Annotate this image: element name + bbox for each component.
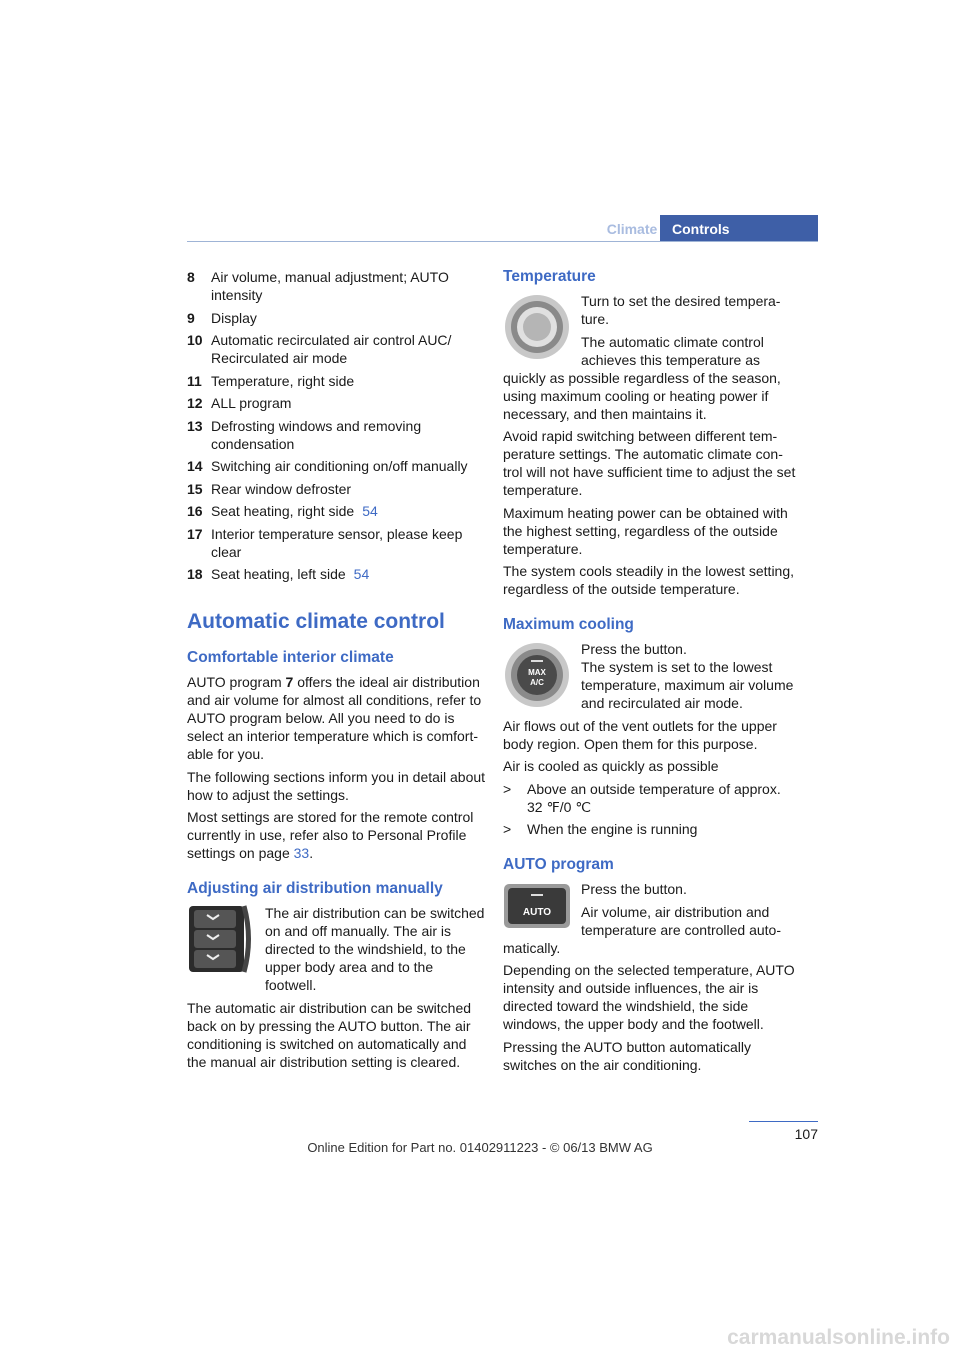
header-divider: [187, 241, 818, 242]
auto-label: AUTO: [522, 907, 552, 918]
paragraph: Maximum heating power can be obtained with the highest setting, regardless of the outside temperature.: [503, 504, 788, 557]
page-header: [187, 215, 818, 242]
paragraph: Avoid rapid switching between different tem-perature settings. The automatic climate con-trol will not have sufficient time to adjust the set temperature.: [503, 428, 796, 498]
tab-controls[interactable]: Controls: [660, 215, 818, 242]
paragraph: Air volume, air distribution and temperature are controlled auto-matically.: [503, 903, 781, 956]
list-item: 17 Interior temperature sensor, please keep clear: [187, 525, 463, 560]
subsection-title: AUTO program: [503, 856, 614, 873]
subsection-title: Maximum cooling: [503, 616, 634, 633]
subsection-title: Comfortable interior climate: [187, 649, 394, 666]
right-column: [503, 268, 798, 1078]
paragraph: Pressing the AUTO button automatically switches on the air conditioning.: [503, 1038, 751, 1073]
paragraph: Depending on the selected temperature, AUTO intensity and outside influences, the air is directed toward the windshield, the side windows, the upper body and the footwell.: [503, 962, 795, 1032]
subsection-title: Temperature: [503, 268, 596, 285]
edition-footer: Online Edition for Part no. 01402911223 - © 06/13 BMW AG: [307, 1140, 653, 1155]
paragraph: Air is cooled as quickly as possible: [503, 758, 719, 774]
max-ac-button-image: [503, 640, 571, 714]
list-item: 13 Defrosting windows and removing condensation: [187, 417, 422, 452]
paragraph: The following sections inform you in detail about how to adjust the settings.: [187, 768, 486, 803]
legend-list: [187, 268, 487, 583]
paragraph: The air distribution can be switched on and off manually. The air is directed to the windshield, to the upper body area and to the footwell.: [265, 905, 485, 993]
list-item: 18 Seat heating, left side 54: [187, 566, 370, 582]
auto-button-image: [503, 880, 571, 934]
paragraph: Air flows out of the vent outlets for the upper body region. Open them for this purpose.: [503, 717, 777, 752]
air-distribution-buttons-image: [187, 904, 255, 978]
list-item: 9 Display: [187, 309, 257, 326]
temperature-knob-image: [503, 292, 571, 366]
list-item: 14 Switching air conditioning on/off manually: [187, 458, 468, 474]
list-item: 11 Temperature, right side: [187, 372, 355, 389]
page-reference-link[interactable]: 54: [353, 566, 370, 582]
page-number: 107: [794, 1126, 818, 1142]
list-item: 16 Seat heating, right side 54: [187, 503, 378, 519]
bullet-item: > When the engine is running: [503, 821, 698, 837]
section-title: Automatic climate control: [187, 610, 445, 633]
page-reference-link[interactable]: 54: [362, 503, 378, 519]
paragraph: Press the button.: [581, 641, 687, 657]
bullet-item: > Above an outside temperature of approx. 32 ℉/0 ℃: [503, 780, 781, 815]
paragraph: The automatic air distribution can be switched back on by pressing the AUTO button. The air conditioning is switched on automatically and the manual air distribution setting is cleared.: [187, 999, 472, 1070]
max-label: MAX: [528, 668, 546, 677]
paragraph: Turn to set the desired tempera-ture.: [581, 293, 781, 327]
ac-label: A/C: [530, 678, 544, 687]
list-item: 10 Automatic recirculated air control AUC/ Recirculated air mode: [187, 332, 452, 366]
paragraph: The system cools steadily in the lowest setting, regardless of the outside temperature.: [503, 563, 795, 597]
page-reference-link[interactable]: 33: [293, 845, 310, 861]
paragraph: The automatic climate control achieves this temperature as quickly as possible regardless of the season, using maximum cooling or heating power if necessary, and then maintains it.: [503, 333, 781, 422]
list-item: 8 Air volume, manual adjustment; AUTO intensity: [187, 269, 449, 303]
list-item: 12 ALL program: [187, 395, 292, 411]
paragraph: AUTO program 7 offers the ideal air distribution and air volume for almost all conditions, refer to AUTO program below. All you need to do is select an interior temperature which is comfort-able for you.: [187, 674, 482, 762]
paragraph: Press the button.: [581, 881, 687, 897]
watermark: carmanualsonline.info: [727, 1326, 950, 1349]
list-item: 15 Rear window defroster: [187, 480, 352, 497]
left-column: [187, 268, 487, 1075]
subsection-title: Adjusting air distribution manually: [187, 880, 443, 897]
footer-divider: [749, 1121, 818, 1122]
tab-climate[interactable]: Climate: [606, 221, 658, 237]
paragraph: Most settings are stored for the remote control currently in use, refer also to Personal Profile settings on page 33.: [187, 809, 474, 861]
paragraph: The system is set to the lowest temperature, maximum air volume and recirculated air mode.: [581, 659, 794, 711]
